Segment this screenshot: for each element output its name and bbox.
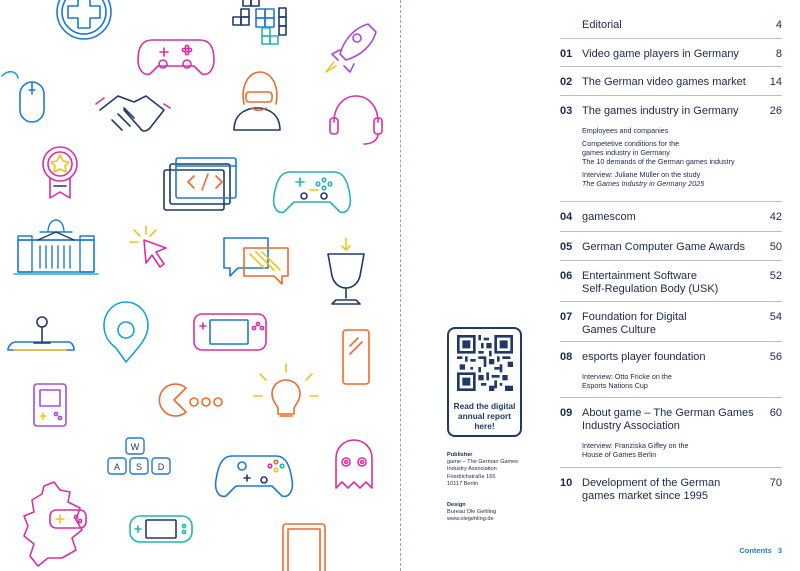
playstation-controller-icon bbox=[274, 172, 351, 212]
toc-page: 52 bbox=[769, 270, 782, 282]
toc-subentries-03 bbox=[582, 126, 782, 188]
qr-caption-line: Read the digital bbox=[453, 401, 516, 411]
toc-number: 01 bbox=[560, 48, 573, 60]
svg-text:S: S bbox=[135, 462, 143, 472]
tetris-blocks-icon bbox=[233, 0, 286, 44]
toc-page: 4 bbox=[775, 19, 782, 31]
page-divider bbox=[400, 0, 401, 571]
qr-caption bbox=[449, 401, 520, 431]
joystick-icon bbox=[8, 317, 74, 350]
qr-code[interactable] bbox=[457, 335, 513, 391]
germany-map-icon bbox=[24, 482, 86, 566]
location-pin-icon bbox=[104, 302, 148, 362]
toc-subentry[interactable]: The 10 demands of the German games industry bbox=[582, 157, 735, 166]
toc-subentry[interactable]: Interview: Franziska Giffey on the bbox=[582, 441, 689, 450]
toc-number: 10 bbox=[560, 477, 573, 489]
toc-number: 08 bbox=[560, 351, 573, 363]
design-label: Design bbox=[447, 502, 466, 508]
handheld-console-icon bbox=[194, 314, 266, 350]
toc-subentries-09 bbox=[582, 441, 782, 459]
publisher-line: Industry Association bbox=[447, 466, 497, 473]
headset-icon bbox=[330, 96, 382, 144]
design-line: Bureau Ole Gehling bbox=[447, 509, 497, 516]
ghost-icon bbox=[336, 440, 372, 488]
publisher-block bbox=[447, 452, 518, 488]
toc-page: 26 bbox=[769, 105, 782, 117]
svg-text:W: W bbox=[130, 442, 140, 452]
toc-rule bbox=[560, 260, 782, 261]
toc-page: 8 bbox=[775, 48, 782, 60]
toc-subentry[interactable]: games industry in Germany bbox=[582, 148, 670, 157]
toc-page: 14 bbox=[769, 76, 782, 88]
page-number: 3 bbox=[777, 546, 782, 555]
footer-section: Contents bbox=[739, 546, 772, 555]
toc-title: Development of the German games market since 1995 bbox=[582, 477, 721, 502]
publisher-line: game – The German Games bbox=[447, 459, 519, 466]
design-link[interactable]: www.olegehling.de bbox=[447, 516, 494, 523]
toc-number: 06 bbox=[560, 270, 573, 282]
toc-rule bbox=[560, 95, 782, 96]
gameboy-icon bbox=[34, 384, 66, 426]
toc-number: 04 bbox=[560, 211, 573, 223]
toc-title: gamescom bbox=[582, 211, 636, 223]
qr-code-card[interactable] bbox=[447, 327, 522, 437]
smartphone-icon bbox=[343, 330, 369, 384]
toc-subentry[interactable]: Interview: Juliane Müller on the study bbox=[582, 170, 701, 179]
toc-rule bbox=[560, 38, 782, 39]
toc-rule bbox=[560, 301, 782, 302]
toc-title: German Computer Game Awards bbox=[582, 241, 746, 253]
toc-subentry[interactable]: Employees and companies bbox=[582, 126, 669, 135]
toc-title: Video game players in Germany bbox=[582, 48, 739, 60]
cursor-click-icon bbox=[130, 226, 166, 267]
mouse-icon bbox=[2, 72, 44, 122]
lightbulb-icon bbox=[254, 364, 318, 416]
svg-text:D: D bbox=[157, 462, 165, 472]
toc-subentries-08 bbox=[582, 372, 782, 390]
toc-page: 56 bbox=[769, 351, 782, 363]
publisher-line: 10117 Berlin bbox=[447, 480, 478, 487]
wasd-keys-icon bbox=[108, 438, 170, 474]
page-footer bbox=[733, 546, 782, 555]
trophy-icon bbox=[328, 238, 364, 304]
toc-subentry[interactable]: The Games Industry in Germany 2025 bbox=[582, 179, 705, 188]
toc-rule bbox=[560, 397, 782, 398]
toc-page: 60 bbox=[769, 407, 782, 419]
toc-number: 09 bbox=[560, 407, 573, 419]
award-medal-icon bbox=[43, 147, 77, 198]
portable-console-icon bbox=[130, 516, 192, 542]
toc-number: 05 bbox=[560, 241, 573, 253]
toc-number: 07 bbox=[560, 311, 573, 323]
toc-title: About game – The German Games Industry Association bbox=[582, 407, 754, 432]
toc-rule bbox=[560, 66, 782, 67]
toc-number: 02 bbox=[560, 76, 573, 88]
dpad-icon bbox=[57, 0, 111, 39]
toc-rule bbox=[560, 231, 782, 232]
reichstag-building-icon bbox=[14, 220, 98, 274]
toc-subentry[interactable]: Esports Nations Cup bbox=[582, 381, 648, 390]
toc-page: 50 bbox=[769, 241, 782, 253]
tablet-icon bbox=[283, 524, 325, 571]
toc-page: 70 bbox=[769, 477, 782, 489]
toc-title: The games industry in Germany bbox=[582, 105, 739, 117]
qr-caption-line: annual report bbox=[457, 411, 511, 421]
toc-rule bbox=[560, 201, 782, 202]
toc-subentry[interactable]: Interview: Otto Fricke on the bbox=[582, 372, 672, 381]
toc-number: 03 bbox=[560, 105, 573, 117]
toc-subentry[interactable]: House of Games Berlin bbox=[582, 450, 657, 459]
qr-caption-line: here! bbox=[474, 421, 495, 431]
vr-player-icon bbox=[234, 72, 280, 130]
toc-subentry[interactable]: Competetive conditions for the bbox=[582, 139, 680, 148]
rocket-icon bbox=[326, 24, 376, 72]
handshake-icon bbox=[96, 96, 170, 131]
toc-title: esports player foundation bbox=[582, 351, 706, 363]
publisher-label: Publisher bbox=[447, 452, 473, 458]
chat-bubbles-icon bbox=[224, 238, 288, 284]
pacman-icon bbox=[159, 384, 222, 416]
xbox-controller-icon bbox=[216, 456, 293, 496]
toc-title: Foundation for Digital Games Culture bbox=[582, 311, 687, 336]
design-block bbox=[447, 502, 496, 524]
svg-text:A: A bbox=[113, 462, 121, 472]
toc-rule bbox=[560, 341, 782, 342]
toc-title: The German video games market bbox=[582, 76, 746, 88]
gamepad-icon bbox=[138, 40, 214, 74]
toc-page: 42 bbox=[769, 211, 782, 223]
publisher-line: Friedrichstraße 165 bbox=[447, 473, 496, 480]
code-window-icon bbox=[164, 158, 236, 210]
toc-rule bbox=[560, 467, 782, 468]
toc-title: Editorial bbox=[582, 19, 622, 31]
toc-title: Entertainment Software Self-Regulation Body (USK) bbox=[582, 270, 719, 295]
toc-page: 54 bbox=[769, 311, 782, 323]
